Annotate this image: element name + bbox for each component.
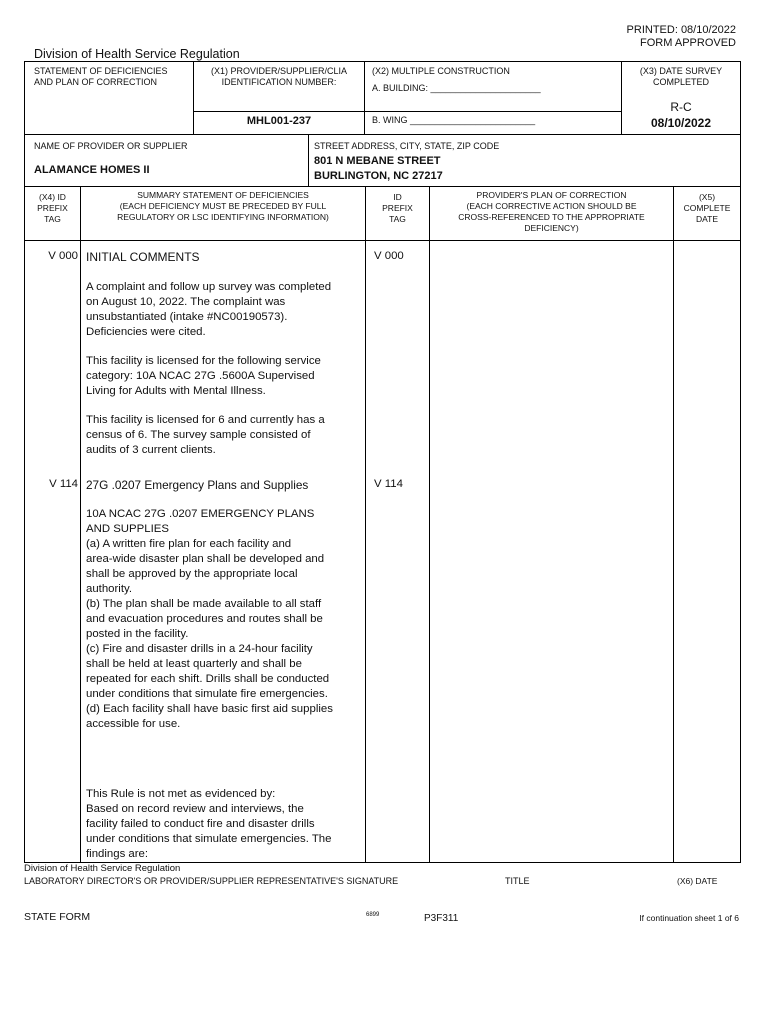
id-column-header: ID PREFIX TAG: [382, 192, 413, 224]
entry-title-v114: 27G .0207 Emergency Plans and Supplies: [86, 478, 309, 492]
address-label: STREET ADDRESS, CITY, STATE, ZIP CODE: [314, 141, 500, 151]
x3-label: (X3) DATE SURVEY COMPLETED: [639, 66, 723, 87]
form-code: P3F311: [424, 913, 459, 924]
id-tag-v000: V 000: [374, 250, 404, 262]
plan-column-header: PROVIDER'S PLAN OF CORRECTION (EACH CORRECTIVE ACTION SHOULD BE CROSS-REFERENCED TO THE APPROPRIATE DEFICIENCY): [458, 190, 645, 233]
footer-agency: Division of Health Service Regulation: [24, 863, 181, 874]
statement-label: STATEMENT OF DEFICIENCIES AND PLAN OF CORRECTION: [34, 66, 168, 87]
paragraph-v114-findings: This Rule is not met as evidenced by: Based on record review and interviews, the facility failed to conduct fire and disaster drills under conditions that simulate emergencies. The findings are:: [86, 788, 332, 860]
provider-name: ALAMANCE HOMES II: [34, 164, 150, 176]
building-label: A. BUILDING: ______________________: [372, 83, 541, 93]
entry-title-v000: INITIAL COMMENTS: [86, 250, 200, 264]
provider-id: MHL001-237: [246, 115, 312, 127]
survey-code: R-C: [670, 100, 692, 114]
form-number: 6899: [366, 912, 380, 918]
agency-title: Division of Health Service Regulation: [34, 47, 240, 61]
x5-column-header: (X5) COMPLETE DATE: [683, 192, 731, 224]
form-approved: FORM APPROVED: [640, 37, 736, 49]
id-tag-v114: V 114: [374, 478, 403, 490]
tag-v000: V 000: [48, 250, 78, 262]
summary-column-header: SUMMARY STATEMENT OF DEFICIENCIES (EACH DEFICIENCY MUST BE PRECEDED BY FULL REGULATORY OR LSC IDENTIFYING INFORMATION): [117, 190, 329, 222]
tag-v114: V 114: [49, 478, 78, 490]
paragraph-v000-1: A complaint and follow up survey was completed on August 10, 2022. The complaint was unsubstantiated (intake #NC00190573). Deficiencies were cited.: [86, 281, 332, 338]
paragraph-v000-2: This facility is licensed for the following service category: 10A NCAC 27G .5600A Supervised Living for Adults with Mental Illness.: [86, 355, 321, 397]
continuation-sheet: If continuation sheet 1 of 6: [639, 913, 739, 923]
paragraph-v114-rule: 10A NCAC 27G .0207 EMERGENCY PLANS AND SUPPLIES (a) A written fire plan for each facility and area-wide disaster plan shall be developed and shall be approved by the appropriate local authority. (b) The plan shall be made available to all staff and evacuation procedures and routes shall be posted in the facility. (c) Fire and disaster drills in a 24-hour facility shall be held at least quarterly and shall be repeated for each shift. Drills shall be conducted under conditions that simulate fire emergencies. (d) Each facility shall have basic first aid supplies accessible for use.: [86, 508, 333, 730]
x2-label: (X2) MULTIPLE CONSTRUCTION: [372, 66, 510, 76]
survey-date: 08/10/2022: [650, 116, 712, 130]
signature-label: LABORATORY DIRECTOR'S OR PROVIDER/SUPPLIER REPRESENTATIVE'S SIGNATURE: [24, 876, 399, 886]
provider-name-label: NAME OF PROVIDER OR SUPPLIER: [34, 141, 188, 151]
title-label: TITLE: [505, 876, 530, 886]
paragraph-v000-3: This facility is licensed for 6 and currently has a census of 6. The survey sample consisted of audits of 3 current clients.: [86, 414, 325, 456]
address-line1: 801 N MEBANE STREET: [314, 155, 441, 167]
date-label: (X6) DATE: [677, 876, 718, 886]
printed-date: PRINTED: 08/10/2022: [626, 24, 736, 36]
address-line2: BURLINGTON, NC 27217: [314, 170, 443, 182]
x4-column-header: (X4) ID PREFIX TAG: [37, 192, 68, 224]
x1-label: (X1) PROVIDER/SUPPLIER/CLIA IDENTIFICATION NUMBER:: [210, 66, 348, 87]
wing-label: B. WING _________________________: [372, 115, 536, 125]
state-form-label: STATE FORM: [24, 911, 91, 923]
